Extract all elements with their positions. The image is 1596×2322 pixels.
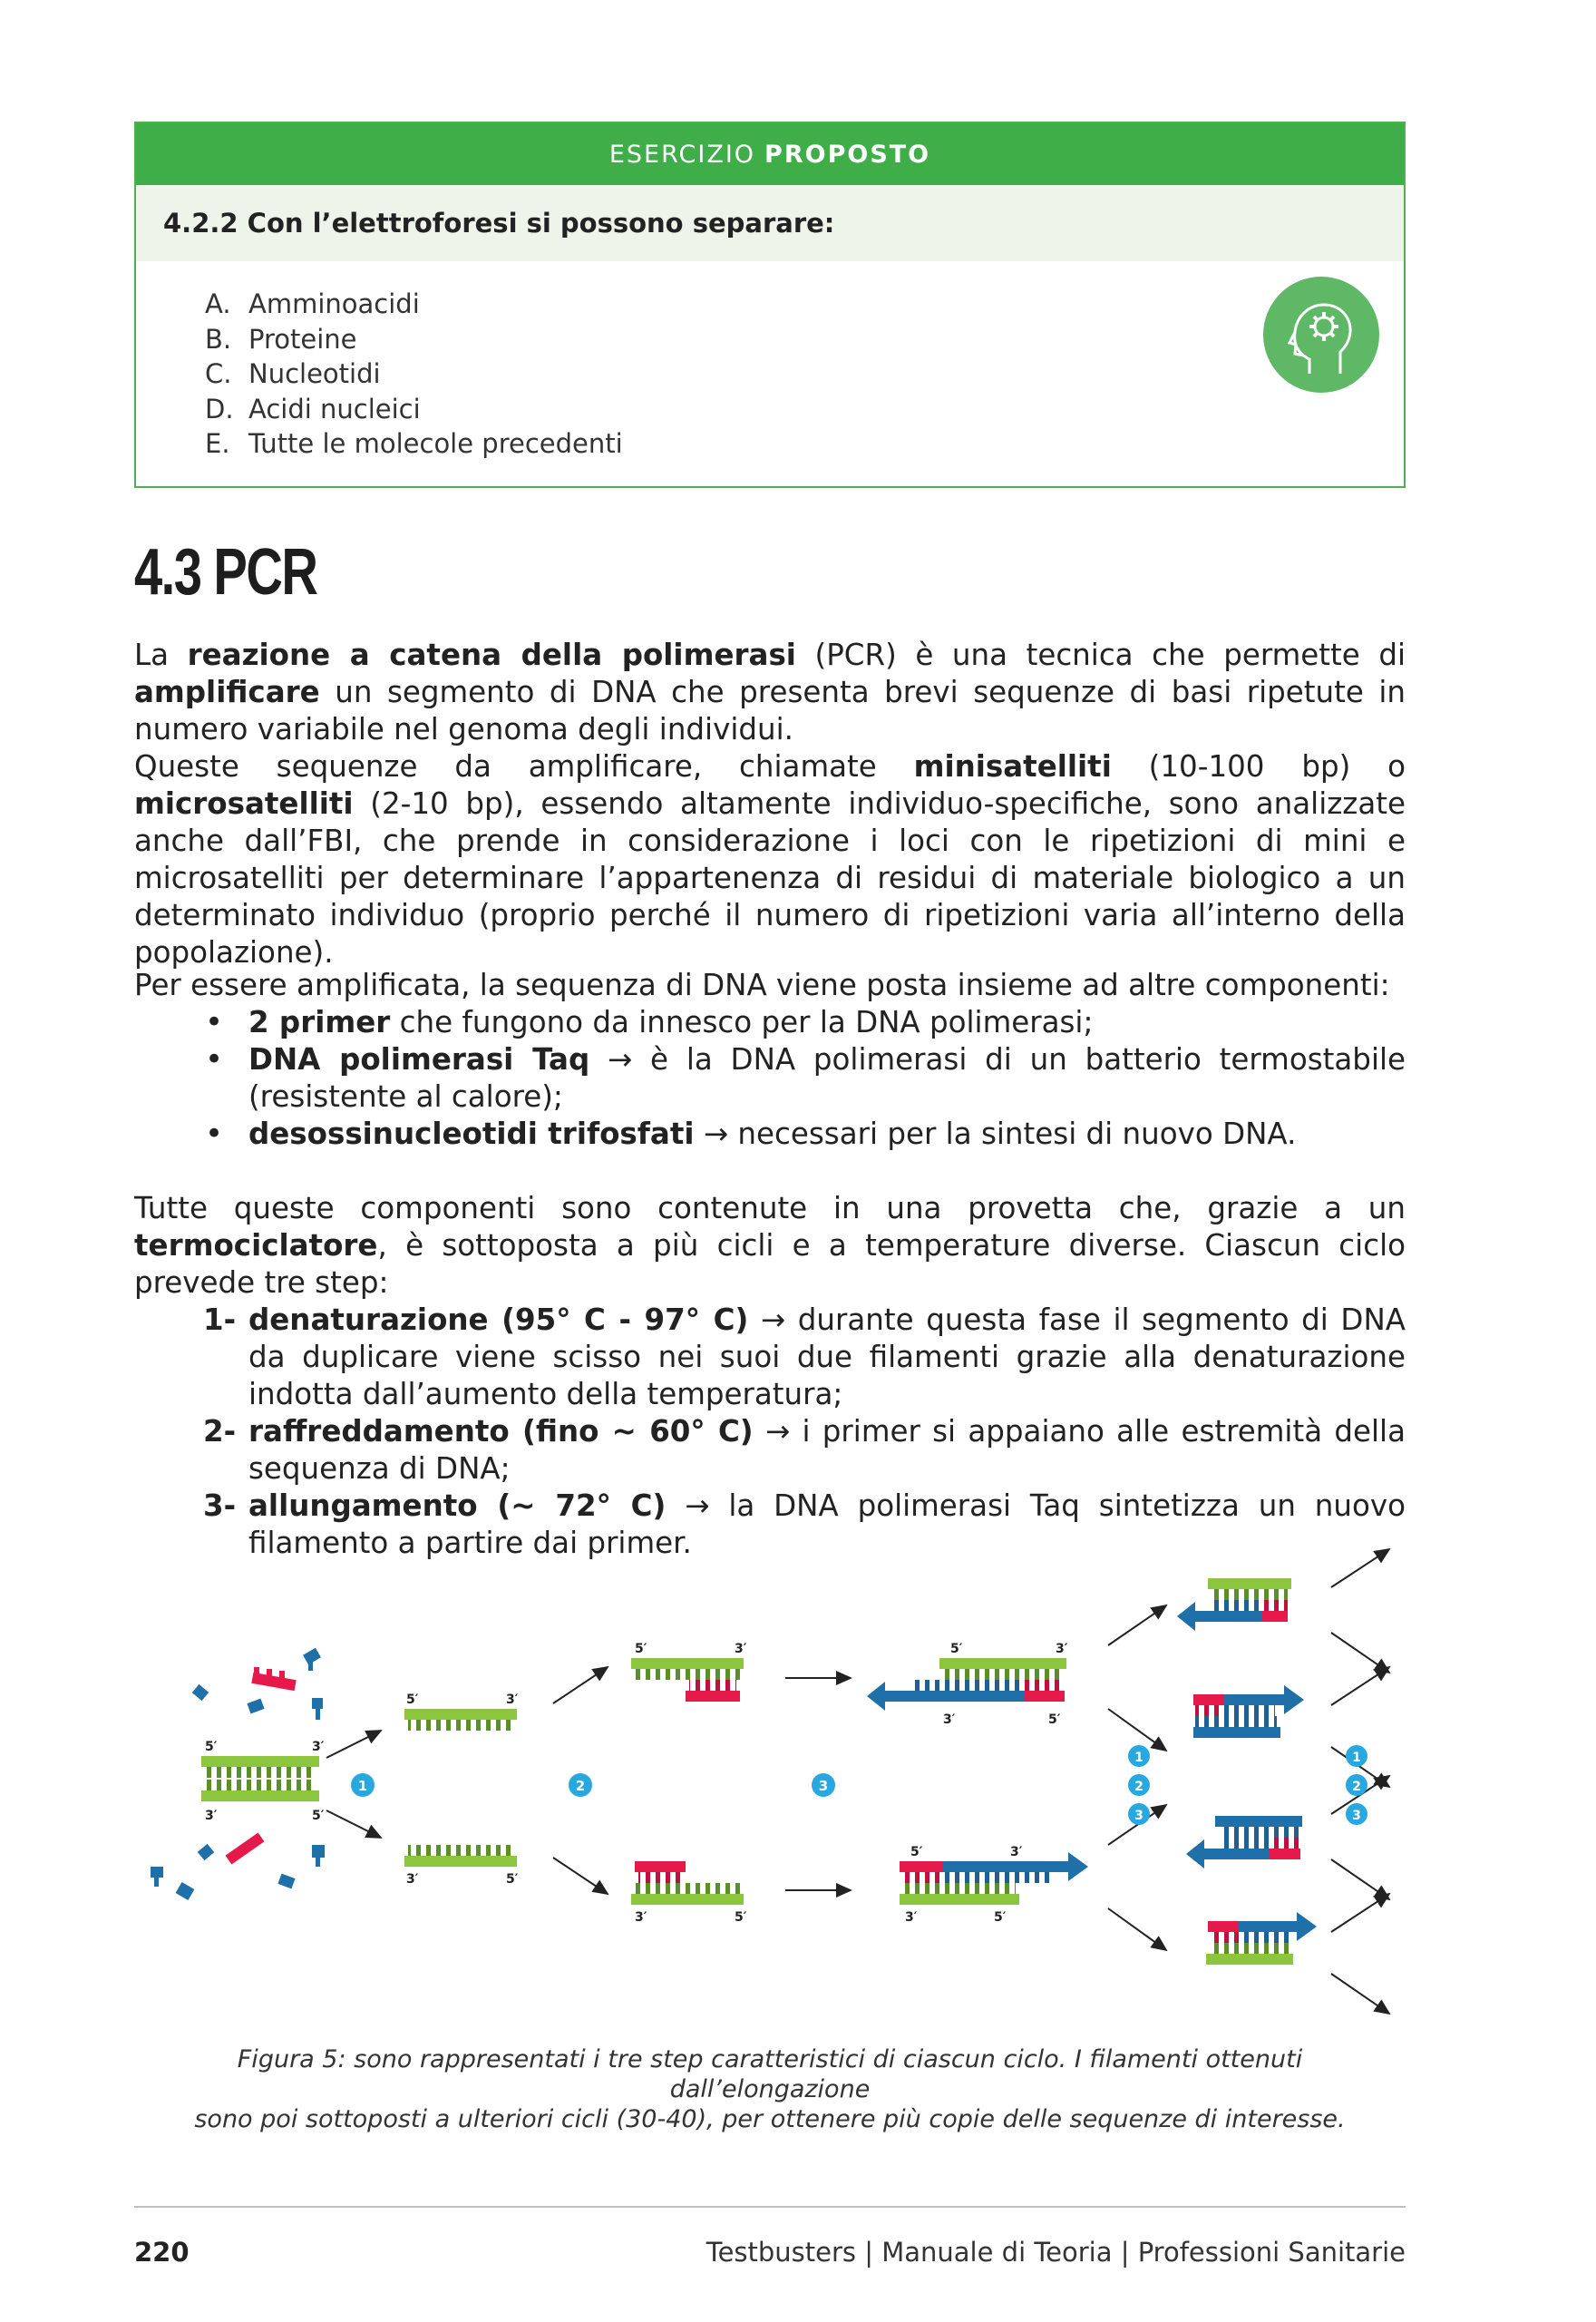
svg-text:3′: 3′ bbox=[506, 1693, 519, 1707]
components-intro: Per essere amplificata, la sequenza di DNA viene posta insieme ad altre componenti: bbox=[134, 968, 1390, 1002]
svg-text:3′: 3′ bbox=[1056, 1642, 1068, 1656]
option-c: C. Nucleotidi bbox=[205, 358, 381, 389]
svg-text:3′: 3′ bbox=[1010, 1845, 1023, 1859]
list-item: • 2 primer che fungono da innesco per la DNA polimerasi; bbox=[134, 1004, 1406, 1041]
footer-divider bbox=[134, 2206, 1406, 2208]
steps-list bbox=[134, 1302, 1406, 1562]
svg-text:3′: 3′ bbox=[735, 1642, 747, 1656]
section-title: 4.3 PCR bbox=[134, 536, 317, 609]
extended-strand-top bbox=[867, 1642, 1068, 1727]
step-2-circle bbox=[569, 1773, 592, 1797]
list-item: • DNA polimerasi Taq → è la DNA polimerasi di un batterio termostabile (resistente al calore); bbox=[134, 1041, 1406, 1116]
svg-text:5′: 5′ bbox=[735, 1910, 747, 1925]
separated-strand-top bbox=[404, 1693, 519, 1731]
annealed-strand-top bbox=[631, 1642, 747, 1702]
svg-text:3: 3 bbox=[818, 1778, 829, 1794]
step-extension: 3- allungamento (~ 72° C) → la DNA polimerasi Taq sintetizza un nuovo filamento a partire dai primer. bbox=[203, 1488, 1406, 1560]
svg-text:2: 2 bbox=[575, 1778, 586, 1794]
paragraph-intro: La reazione a catena della polimerasi (PCR) è una tecnica che permette di amplificare un segmento di DNA che presenta brevi sequenze di basi ripetute in numero variabile nel genoma degli individui. Queste sequenze da amplificare, chiamate minisatelliti (10-100 bp) o microsatelliti (2-10 bp), essendo altamente individuo-specifiche, sono analizzate anche dall’FBI, che prende in considerazione i loci con le ripetizioni di mini e microsatelliti per determinare l’appartenenza di residui di materiale biologico a un determinato individuo (proprio perché il numero di ripetizioni varia all’interno della popolazione). bbox=[134, 638, 1406, 970]
figure-caption: Figura 5: sono rappresentati i tre step caratteristici di ciascun ciclo. I filamenti ottenuti dall’elongazione sono poi sottoposti a ulteriori cicli (30-40), per ottenere più copie delle sequenze di interesse. bbox=[194, 2045, 1346, 2133]
svg-text:5′: 5′ bbox=[950, 1642, 963, 1656]
exercise-header-bold: PROPOSTO bbox=[764, 140, 931, 169]
svg-text:3′: 3′ bbox=[635, 1910, 647, 1925]
svg-text:5′: 5′ bbox=[205, 1740, 218, 1754]
svg-text:3: 3 bbox=[1134, 1809, 1143, 1823]
svg-text:1: 1 bbox=[357, 1778, 368, 1794]
product-2 bbox=[1193, 1685, 1304, 1738]
svg-text:2: 2 bbox=[1134, 1780, 1143, 1794]
exercise-question: 4.2.2 Con l’elettroforesi si possono separare: bbox=[136, 185, 1404, 261]
svg-text:1: 1 bbox=[1352, 1751, 1361, 1765]
option-b: B. Proteine bbox=[205, 323, 357, 355]
option-d: D. Acidi nucleici bbox=[205, 393, 421, 424]
step-cooling: 2- raffreddamento (fino ~ 60° C) → i primer si appaiano alle estremità della sequenza di DNA; bbox=[203, 1414, 1406, 1486]
paragraph-components bbox=[134, 967, 1406, 1153]
page-number: 220 bbox=[134, 2237, 190, 2268]
paragraph-steps bbox=[134, 1190, 1406, 1562]
steps-intro: Tutte queste componenti sono contenute in una provetta che, grazie a un termociclatore, è sottoposta a più cicli e a temperature diverse. Ciascun ciclo prevede tre step: bbox=[134, 1191, 1406, 1300]
initial-dna-double-strand bbox=[201, 1740, 325, 1823]
svg-text:3: 3 bbox=[1352, 1809, 1361, 1823]
svg-text:3′: 3′ bbox=[205, 1809, 218, 1823]
svg-text:2: 2 bbox=[1352, 1780, 1361, 1794]
svg-text:5′: 5′ bbox=[1048, 1712, 1061, 1727]
footer-title: Testbusters | Manuale di Teoria | Professioni Sanitarie bbox=[706, 2237, 1406, 2268]
product-3 bbox=[1186, 1816, 1302, 1868]
exercise-header bbox=[136, 123, 1404, 185]
option-e: E. Tutte le molecole precedenti bbox=[205, 428, 623, 459]
svg-text:3′: 3′ bbox=[312, 1740, 325, 1754]
list-item: • desossinucleotidi trifosfati → necessari per la sintesi di nuovo DNA. bbox=[134, 1116, 1406, 1153]
exercise-box bbox=[134, 122, 1406, 488]
separated-strand-bottom bbox=[404, 1845, 519, 1887]
pcr-diagram bbox=[134, 1542, 1406, 2023]
svg-text:3′: 3′ bbox=[905, 1910, 918, 1925]
svg-text:5′: 5′ bbox=[506, 1872, 519, 1887]
option-a: A. Amminoacidi bbox=[205, 288, 420, 319]
step-denaturation: 1- denaturazione (95° C - 97° C) → durante questa fase il segmento di DNA da duplicare viene scisso nei suoi due filamenti grazie alla denaturazione indotta dall’aumento della temperatura; bbox=[203, 1302, 1406, 1411]
head-gear-icon bbox=[1262, 276, 1380, 394]
svg-text:3′: 3′ bbox=[943, 1712, 956, 1727]
svg-text:1: 1 bbox=[1134, 1751, 1143, 1765]
exercise-header-label: ESERCIZIO bbox=[608, 140, 756, 169]
svg-text:5′: 5′ bbox=[994, 1910, 1007, 1925]
step-1-circle bbox=[351, 1773, 375, 1797]
svg-text:5′: 5′ bbox=[910, 1845, 923, 1859]
cycle-step-circles-right bbox=[1346, 1745, 1367, 1825]
exercise-options bbox=[136, 261, 1404, 462]
svg-text:5′: 5′ bbox=[635, 1642, 647, 1656]
svg-text:5′: 5′ bbox=[406, 1693, 419, 1707]
extended-strand-bottom bbox=[900, 1845, 1088, 1925]
svg-text:5′: 5′ bbox=[312, 1809, 325, 1823]
product-4 bbox=[1206, 1912, 1317, 1965]
components-list bbox=[134, 1004, 1406, 1153]
product-1 bbox=[1177, 1578, 1291, 1631]
svg-text:3′: 3′ bbox=[406, 1872, 419, 1887]
annealed-strand-bottom bbox=[631, 1861, 747, 1925]
cycle-step-circles-mid bbox=[1128, 1745, 1150, 1825]
step-3-circle bbox=[812, 1773, 835, 1797]
